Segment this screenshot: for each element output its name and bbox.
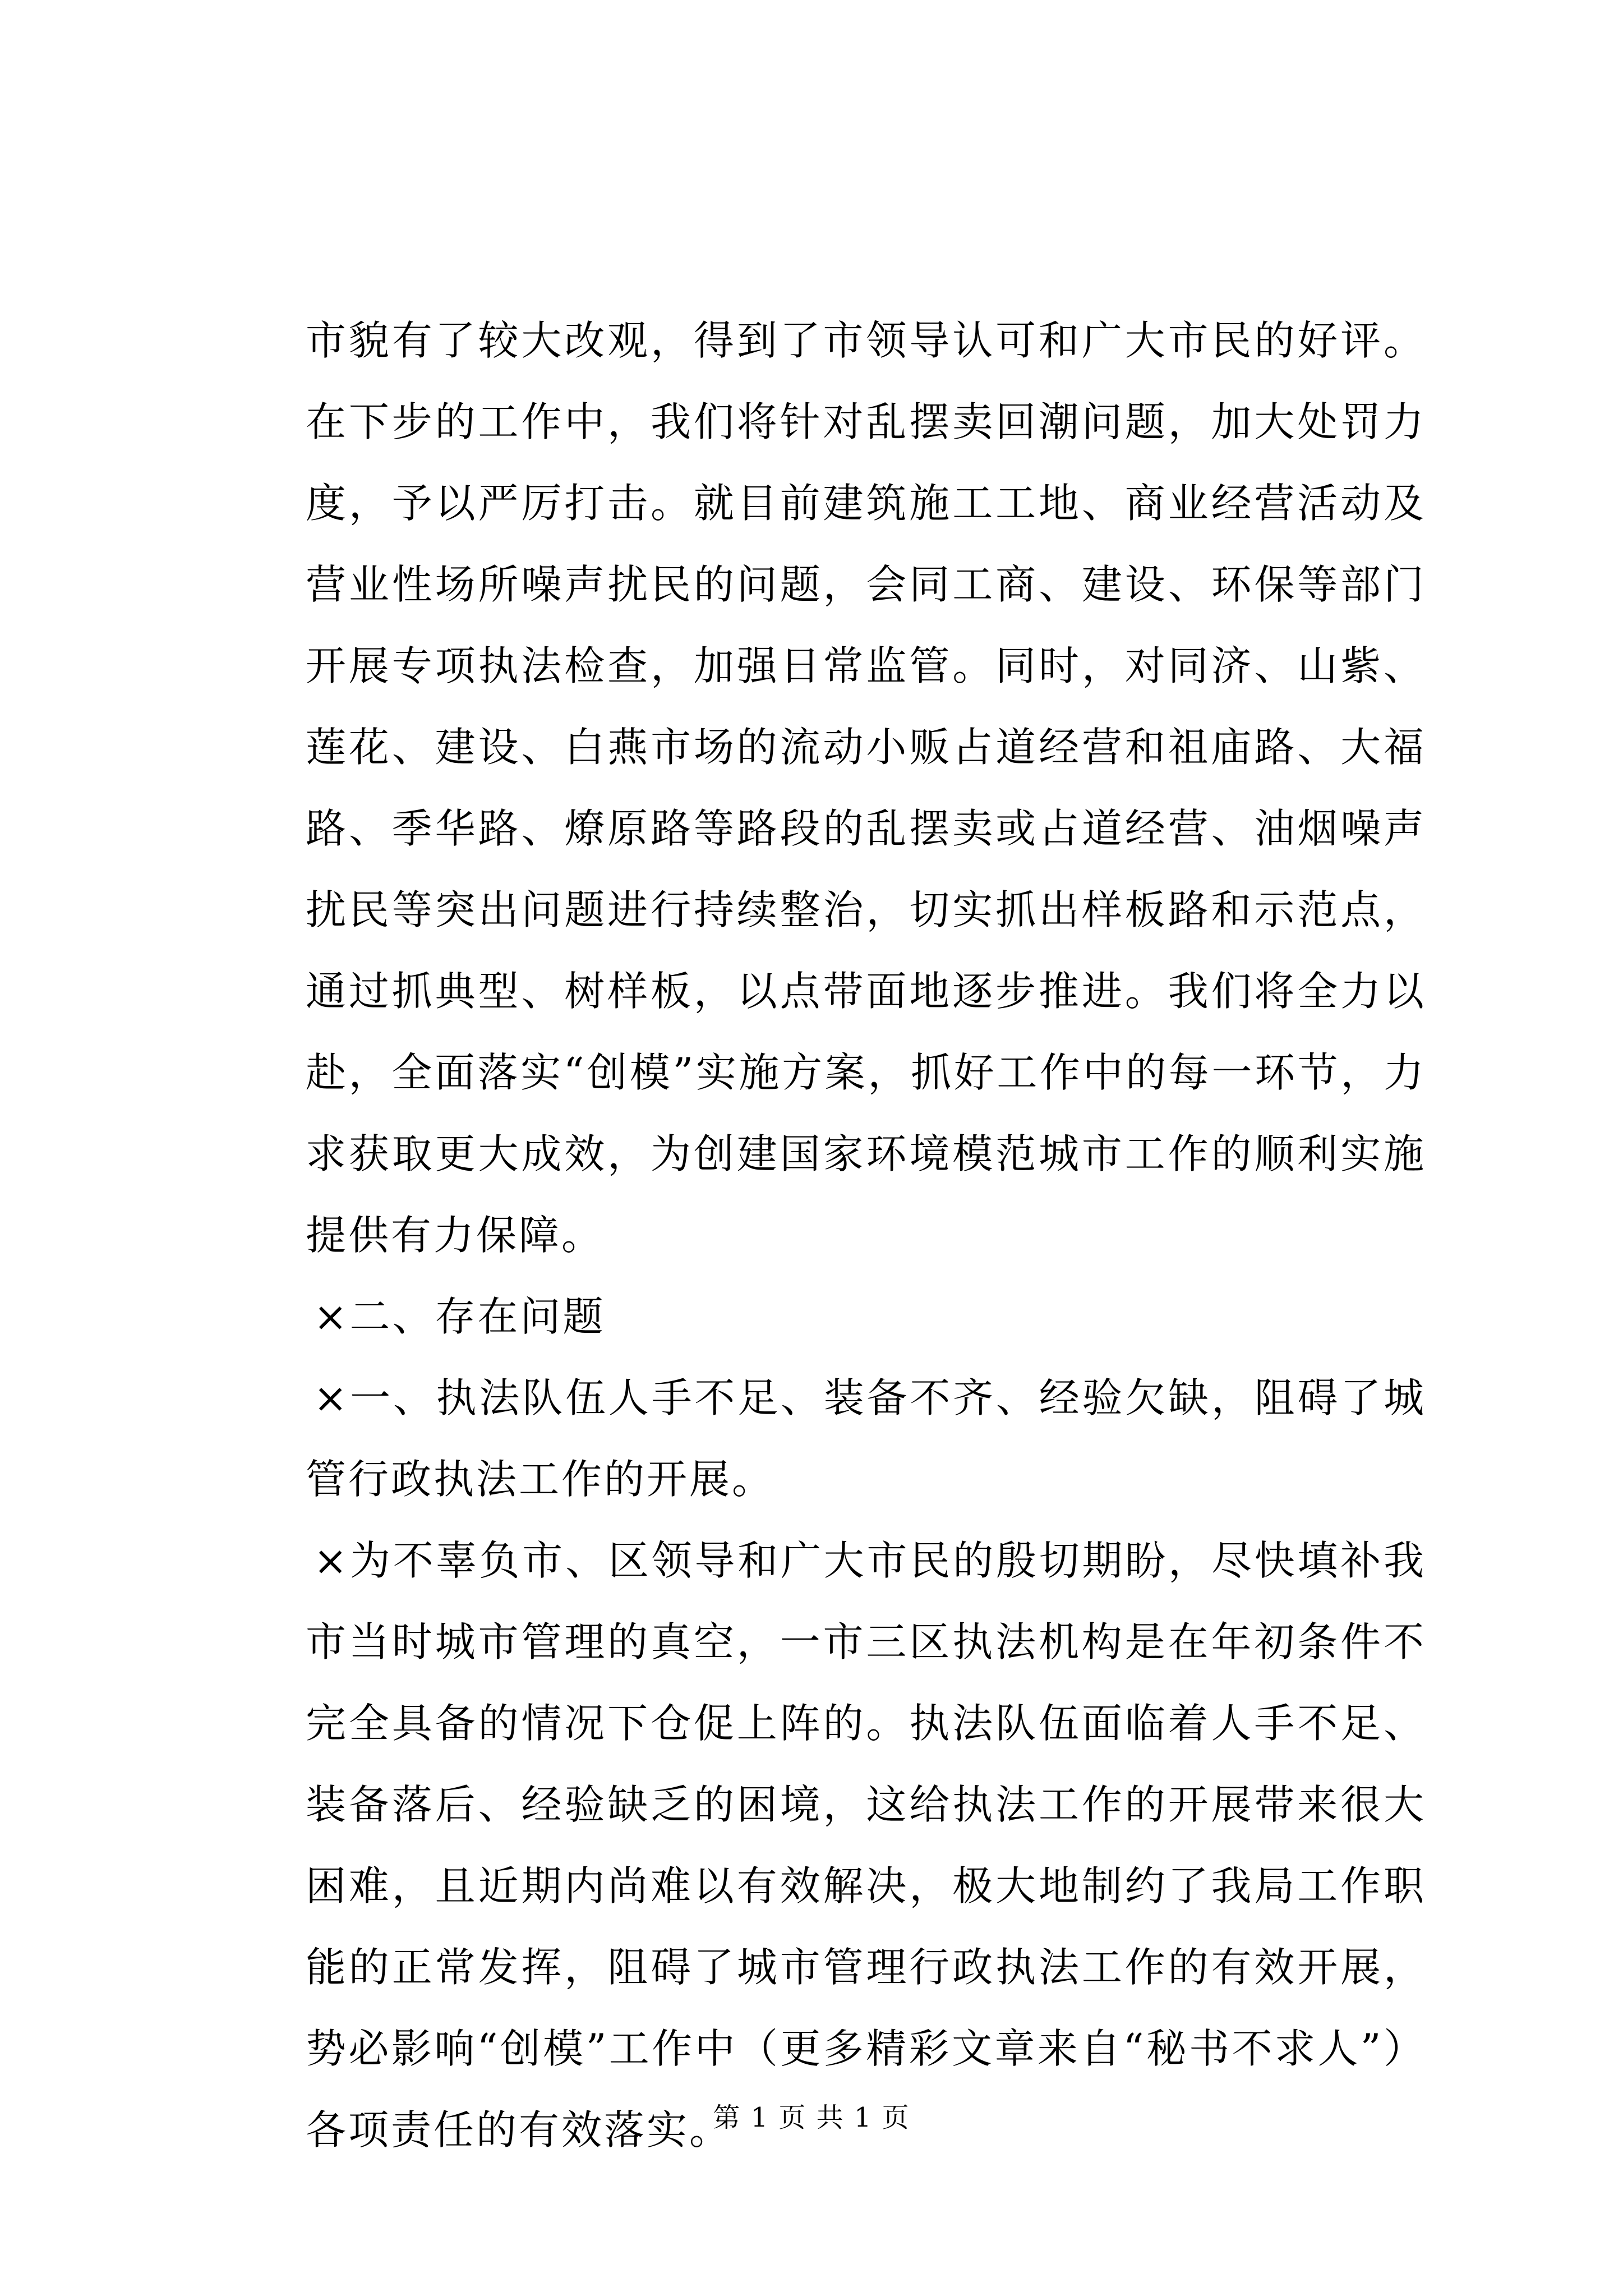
paragraph-problem-one: ×一、执法队伍人手不足、装备不齐、经验欠缺，阻碍了城管行政执法工作的开展。 bbox=[306, 1374, 1426, 1503]
section-heading-problems: ×二、存在问题 bbox=[313, 1293, 606, 1340]
paragraph-problem-detail: ×为不辜负市、区领导和广大市民的殷切期盼，尽快填补我市当时城市管理的真空，一市三区执法机构是在年初条件不完全具备的情况下仓促上阵的。执法队伍面临着人手不足、装备落后、经验缺乏的困境，这给执法工作的开展带来很大困难，且近期内尚难以有效解决，极大地制约了我局工作职能的正常发挥，阻碍了城市管理行政执法工作的有效开展，势必影响“创模”工作中（更多精彩文章来自“秘书不求人”）各项责任的有效落实。 bbox=[306, 1537, 1426, 2154]
document-body bbox=[306, 300, 1426, 2171]
page-footer: 第 1 页 共 1 页 bbox=[713, 2102, 910, 2133]
paragraph-work-plan: 市貌有了较大改观，得到了市领导认可和广大市民的好评。在下步的工作中，我们将针对乱摆卖回潮问题，加大处罚力度，予以严厉打击。就目前建筑施工工地、商业经营活动及营业性场所噪声扰民的问题，会同工商、建设、环保等部门开展专项执法检查，加强日常监管。同时，对同济、山紫、莲花、建设、白燕市场的流动小贩占道经营和祖庙路、大福路、季华路、燎原路等路段的乱摆卖或占道经营、油烟噪声扰民等突出问题进行持续整治，切实抓出样板路和示范点，通过抓典型、树样板，以点带面地逐步推进。我们将全力以赴，全面落实“创模”实施方案，抓好工作中的每一环节，力求获取更大成效，为创建国家环境模范城市工作的顺利实施提供有力保障。 bbox=[306, 317, 1426, 1259]
